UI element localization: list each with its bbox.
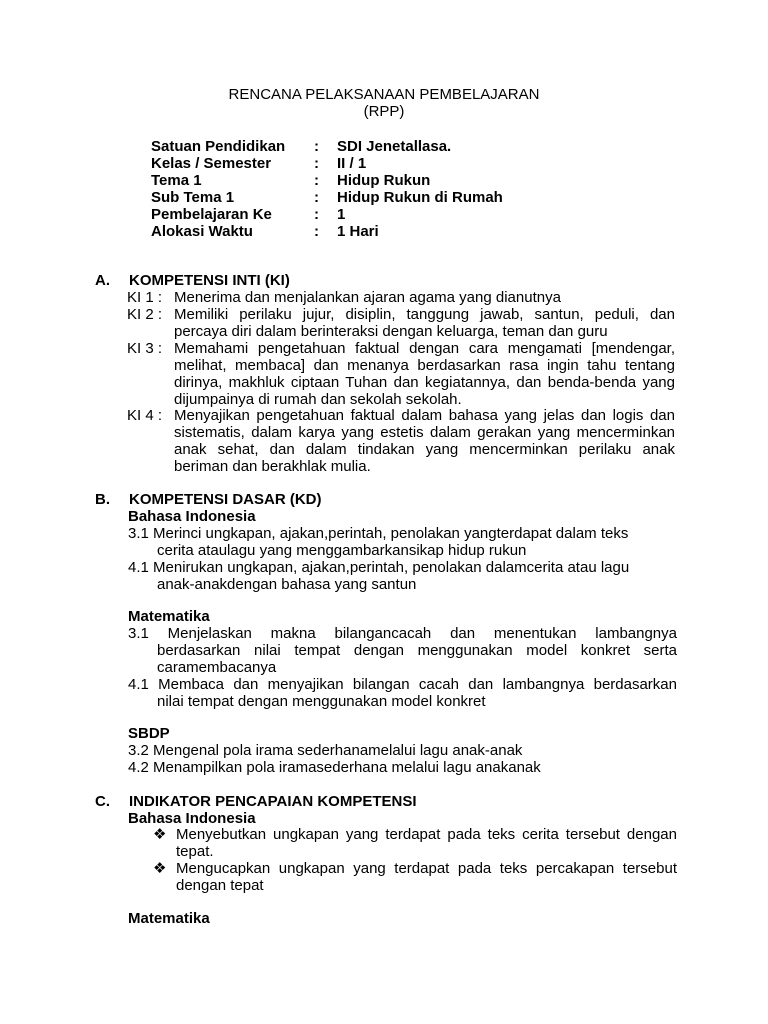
ki-code: KI 4 : <box>127 407 163 424</box>
identity-value: 1 Hari <box>337 223 379 240</box>
identity-row <box>151 189 503 206</box>
kd-item <box>128 525 677 559</box>
bullet-text-line: dengan tepat <box>176 877 264 894</box>
title-line-2: (RPP) <box>363 103 405 120</box>
kd-text-line: anak-anakdengan bahasa yang santun <box>157 576 417 593</box>
kd-item: 3.2 Mengenal pola irama sederhanamelalui lagu anak-anak <box>128 742 523 759</box>
kd-text-line: 4.1 Menirukan ungkapan, ajakan,perintah, penolakan dalamcerita atau lagu <box>128 559 630 576</box>
diamond-bullet-icon: ❖ <box>153 826 167 843</box>
identity-value: Hidup Rukun <box>337 172 431 189</box>
section-letter: C. <box>95 793 110 810</box>
identity-label: Alokasi Waktu <box>151 223 253 240</box>
kd-text-line: cerita ataulagu yang menggambarkansikap hidup rukun <box>157 542 527 559</box>
bullet-text-line: Mengucapkan ungkapan yang terdapat pada teks percakapan tersebut <box>176 860 677 877</box>
subject-heading-matematika: Matematika <box>128 910 210 927</box>
subject-heading-bahasa: Bahasa Indonesia <box>128 508 256 525</box>
kd-item <box>128 625 677 676</box>
identity-label: Kelas / Semester <box>151 155 272 172</box>
section-letter: A. <box>95 272 110 289</box>
ki-code: KI 2 : <box>127 306 163 323</box>
kd-text-line: 3.1 Menjelaskan makna bilangancacah dan menentukan lambangnya <box>128 625 677 642</box>
kd-text-line: 4.1 Membaca dan menyajikan bilangan cacah dan lambangnya berdasarkan <box>128 676 677 693</box>
ki-item-4 <box>127 407 675 475</box>
identity-row <box>151 206 503 223</box>
identity-label: Tema 1 <box>151 172 202 189</box>
identity-row <box>151 172 503 189</box>
ki-text-line: melihat, membaca] dan menanya berdasarkan rasa ingin tahu tentang <box>174 357 675 374</box>
ki-text-line: beriman dan berakhlak mulia. <box>174 458 371 475</box>
kd-item: 4.2 Menampilkan pola iramasederhana melalui lagu anakanak <box>128 759 541 776</box>
ki-text-line: sistematis, dalam karya yang estetis dalam gerakan yang mencerminkan <box>174 424 675 441</box>
identity-colon: : <box>314 189 319 206</box>
section-title: KOMPETENSI INTI (KI) <box>129 272 290 289</box>
ki-item-3 <box>127 340 675 408</box>
kd-item <box>128 559 677 593</box>
identity-row <box>151 223 503 240</box>
identity-row <box>151 155 503 172</box>
indicator-bullet-item <box>153 826 677 860</box>
identity-colon: : <box>314 206 319 223</box>
ki-text-line: dirinya, makhluk ciptaan Tuhan dan kegiatannya, dan benda-benda yang <box>174 374 675 391</box>
identity-colon: : <box>314 138 319 155</box>
identity-colon: : <box>314 155 319 172</box>
identity-colon: : <box>314 223 319 240</box>
identity-value: SDI Jenetallasa. <box>337 138 452 155</box>
subject-heading-matematika: Matematika <box>128 608 210 625</box>
identity-table <box>151 138 503 240</box>
section-title: INDIKATOR PENCAPAIAN KOMPETENSI <box>129 793 417 810</box>
identity-colon: : <box>314 172 319 189</box>
ki-text-line: Menyajikan pengetahuan faktual dalam bahasa yang jelas dan logis dan <box>174 407 675 424</box>
identity-value: 1 <box>337 206 346 223</box>
identity-label: Satuan Pendidikan <box>151 138 286 155</box>
ki-item-1 <box>127 289 675 306</box>
bullet-text-line: tepat. <box>176 843 214 860</box>
diamond-bullet-icon: ❖ <box>153 860 167 877</box>
indicator-bullet-item <box>153 860 677 894</box>
ki-code: KI 3 : <box>127 340 163 357</box>
bullet-text-line: Menyebutkan ungkapan yang terdapat pada teks cerita tersebut dengan <box>176 826 677 843</box>
kd-text-line: caramembacanya <box>157 659 277 676</box>
identity-label: Pembelajaran Ke <box>151 206 272 223</box>
ki-text-line: anak sehat, dan dalam tindakan yang mencerminkan perilaku anak <box>174 441 675 458</box>
kd-text-line: 3.1 Merinci ungkapan, ajakan,perintah, penolakan yangterdapat dalam teks <box>128 525 629 542</box>
ki-code: KI 1 : <box>127 289 163 306</box>
ki-text-line: Memiliki perilaku jujur, disiplin, tanggung jawab, santun, peduli, dan <box>174 306 675 323</box>
title-line-1: RENCANA PELAKSANAAN PEMBELAJARAN <box>228 86 540 103</box>
document-title <box>0 86 768 120</box>
subject-heading-bahasa: Bahasa Indonesia <box>128 810 256 827</box>
ki-item-2 <box>127 306 675 340</box>
identity-value: II / 1 <box>337 155 367 172</box>
ki-text-line: dijumpainya di rumah dan sekolah sekolah. <box>174 391 462 408</box>
kd-item <box>128 676 677 710</box>
identity-value: Hidup Rukun di Rumah <box>337 189 503 206</box>
ki-text-line: percaya diri dalam berinteraksi dengan keluarga, teman dan guru <box>174 323 608 340</box>
ki-text-line: Memahami pengetahuan faktual dengan cara mengamati [mendengar, <box>174 340 675 357</box>
section-letter: B. <box>95 491 110 508</box>
identity-row <box>151 138 503 155</box>
kd-text-line: nilai tempat dengan menggunakan model konkret <box>157 693 486 710</box>
kd-text-line: berdasarkan nilai tempat dengan menggunakan model konkret serta <box>157 642 677 659</box>
section-title: KOMPETENSI DASAR (KD) <box>129 491 322 508</box>
subject-heading-sbdp: SBDP <box>128 725 170 742</box>
identity-label: Sub Tema 1 <box>151 189 235 206</box>
ki-text-line: Menerima dan menjalankan ajaran agama yang dianutnya <box>174 289 561 306</box>
